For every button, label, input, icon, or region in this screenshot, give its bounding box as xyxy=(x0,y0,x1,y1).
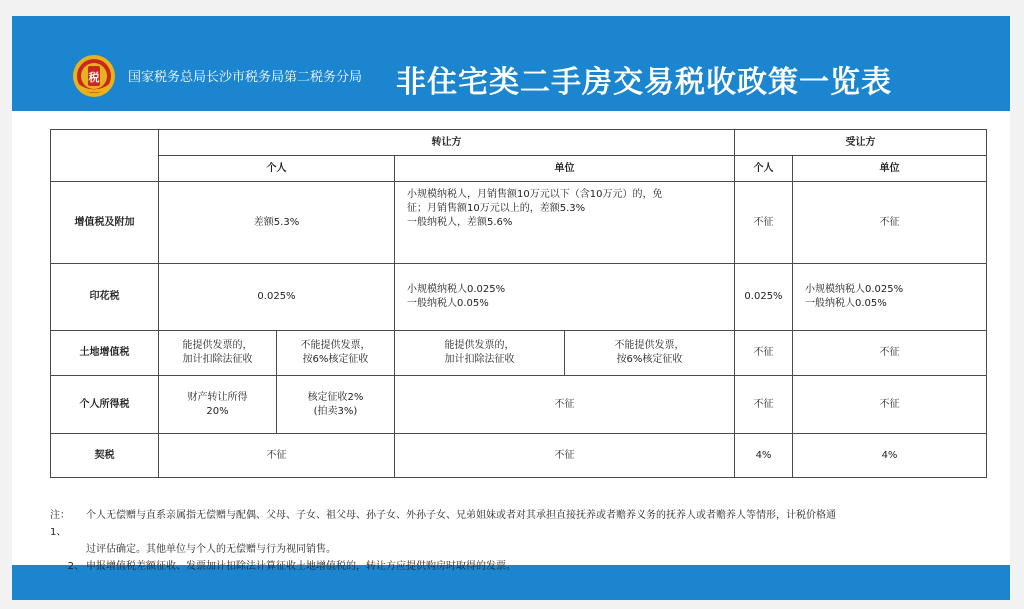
land-vat-unit-without-invoice: 不能提供发票， 按6%核定征收 xyxy=(565,331,735,376)
stamp-unit-line-2: 一般纳税人0.05% xyxy=(407,298,489,309)
land-vat-ind-with-invoice: 能提供发票的， 加计扣除法征收 xyxy=(159,331,277,376)
tax-emblem-icon xyxy=(72,54,116,98)
land-vat-transferee-unit: 不征 xyxy=(793,331,987,376)
header-row-sub xyxy=(51,156,987,182)
land-vat-ind-without-invoice: 不能提供发票， 按6%核定征收 xyxy=(277,331,395,376)
deed-transferee-individual: 4% xyxy=(735,434,793,478)
transferor-unit-header: 单位 xyxy=(395,156,735,182)
table-row-deed xyxy=(51,434,987,478)
bureau-name: 国家税务总局长沙市税务局第二税务分局 xyxy=(128,70,363,85)
income-tax-transferee-individual: 不征 xyxy=(735,376,793,434)
stamp-transferor-individual: 0.025% xyxy=(159,264,395,331)
income-tax-property-gain: 财产转让所得 20% xyxy=(159,376,277,434)
vat-unit-line-1: 小规模纳税人，月销售额10万元以下（含10万元）的，免 xyxy=(407,189,663,200)
table-row-stamp xyxy=(51,264,987,331)
deed-transferor-individual: 不征 xyxy=(159,434,395,478)
stamp-transferee-line-2: 一般纳税人0.05% xyxy=(805,298,887,309)
deed-transferee-unit: 4% xyxy=(793,434,987,478)
row-label-stamp: 印花税 xyxy=(51,264,159,331)
footnote-1-cont xyxy=(50,541,980,558)
footnote-1-line-1: 个人无偿赠与直系亲属指无偿赠与配偶、父母、子女、祖父母、孙子女、外孙子女、兄弟姐妹或者对其承担直接抚养或者赡养义务的抚养人或者赡养人等情形，计税价格通 xyxy=(86,510,836,521)
emblem-character: 税 xyxy=(88,71,100,84)
deed-transferor-unit: 不征 xyxy=(395,434,735,478)
footnote-1-prefix: 注：1、 xyxy=(50,510,70,538)
header-banner xyxy=(12,16,1010,111)
footnote-1-line-2: 过评估确定。其他单位与个人的无偿赠与行为视同销售。 xyxy=(86,544,336,555)
stamp-transferor-unit xyxy=(395,264,735,331)
vat-transferee-individual: 不征 xyxy=(735,182,793,264)
land-vat-unit-with-invoice: 能提供发票的， 加计扣除法征收 xyxy=(395,331,565,376)
transferee-individual-header: 个人 xyxy=(735,156,793,182)
income-tax-transferor-unit: 不征 xyxy=(395,376,735,434)
tax-policy-table xyxy=(50,129,987,478)
land-vat-transferee-individual: 不征 xyxy=(735,331,793,376)
vat-unit-line-2: 征；月销售额10万元以上的，差额5.3% xyxy=(407,203,586,214)
income-tax-assessed: 核定征收2% (拍卖3%) xyxy=(277,376,395,434)
page-title: 非住宅类二手房交易税收政策一览表 xyxy=(396,65,892,100)
vat-transferee-unit: 不征 xyxy=(793,182,987,264)
row-label-vat: 增值税及附加 xyxy=(51,182,159,264)
row-label-deed: 契税 xyxy=(51,434,159,478)
footnote-2-prefix: 2、 xyxy=(67,561,84,572)
footnote-2-text: 申报增值税差额征收、发票加计扣除法计算征收土地增值税的，转让方应提供购房时取得的发票。 xyxy=(86,561,516,572)
corner-cell xyxy=(51,130,159,182)
policy-panel xyxy=(12,111,1010,572)
vat-unit-line-3: 一般纳税人，差额5.6% xyxy=(407,217,513,228)
transferor-header: 转让方 xyxy=(159,130,735,156)
vat-transferor-unit xyxy=(395,182,735,264)
transferee-unit-header: 单位 xyxy=(793,156,987,182)
table-row-land-vat xyxy=(51,331,987,376)
row-label-income-tax: 个人所得税 xyxy=(51,376,159,434)
footer-band xyxy=(12,565,1010,600)
table-row-vat xyxy=(51,182,987,264)
vat-transferor-individual: 差额5.3% xyxy=(159,182,395,264)
header-row-group xyxy=(51,130,987,156)
transferee-header: 受让方 xyxy=(735,130,987,156)
table-row-income-tax xyxy=(51,376,987,434)
stamp-transferee-line-1: 小规模纳税人0.025% xyxy=(805,284,904,295)
stamp-transferee-unit xyxy=(793,264,987,331)
stamp-transferee-individual: 0.025% xyxy=(735,264,793,331)
stamp-unit-line-1: 小规模纳税人0.025% xyxy=(407,284,506,295)
notice-board xyxy=(12,16,1010,600)
transferor-individual-header: 个人 xyxy=(159,156,395,182)
income-tax-transferee-unit: 不征 xyxy=(793,376,987,434)
row-label-land-vat: 土地增值税 xyxy=(51,331,159,376)
footnote-1 xyxy=(50,507,980,541)
